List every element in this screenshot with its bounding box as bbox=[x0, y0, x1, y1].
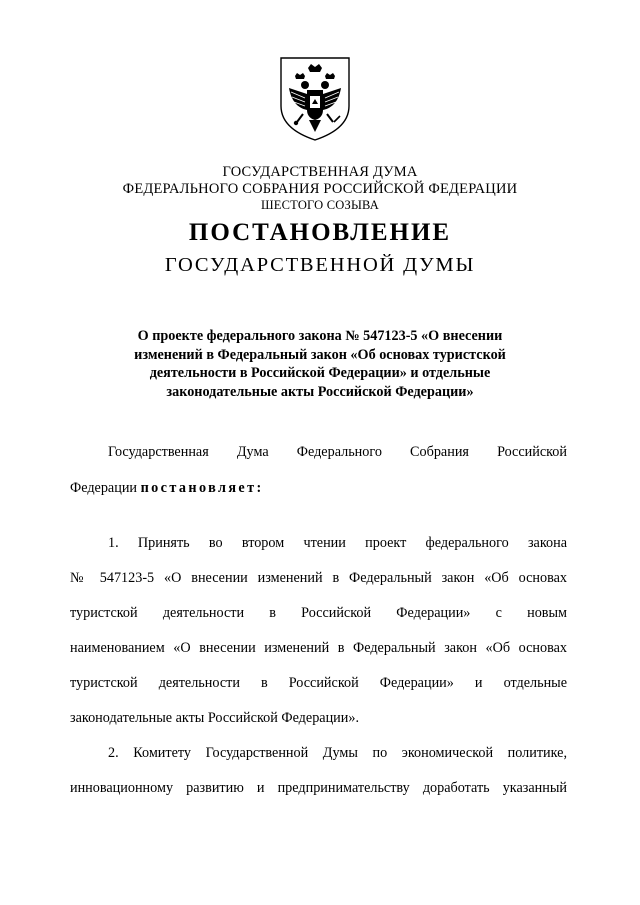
header-line-3: ШЕСТОГО СОЗЫВА bbox=[260, 198, 380, 212]
paragraph-1-line-3: туристской деятельности в Российской Федерации» с новым bbox=[70, 605, 567, 621]
header-line-2: ФЕДЕРАЛЬНОГО СОБРАНИЯ РОССИЙСКОЙ ФЕДЕРАЦИИ bbox=[122, 181, 518, 197]
subject-line-1: О проекте федерального закона № 547123-5 «О внесении bbox=[137, 328, 503, 344]
paragraph-1-line-2: № 547123-5 «О внесении изменений в Федеральный закон «Об основах bbox=[70, 570, 567, 586]
paragraph-1-line-4: наименованием «О внесении изменений в Федеральный закон «Об основах bbox=[70, 640, 567, 656]
subject-line-3: деятельности в Российской Федерации» и отдельные bbox=[149, 365, 491, 381]
paragraph-1-line-6: законодательные акты Российской Федерации». bbox=[70, 710, 359, 726]
preamble-prefix: Федерации bbox=[70, 480, 141, 496]
preamble-line-2 bbox=[70, 478, 567, 498]
paragraph-1-line-1: 1. Принять во втором чтении проект федерального закона bbox=[108, 535, 567, 551]
paragraph-1-line-5: туристской деятельности в Российской Федерации» и отдельные bbox=[70, 675, 567, 691]
preamble-line-1: Государственная Дума Федерального Собрания Российской bbox=[108, 444, 567, 460]
header-line-1: ГОСУДАРСТВЕННАЯ ДУМА bbox=[222, 164, 418, 180]
resolves-word: постановляет: bbox=[140, 480, 264, 496]
paragraph-2-line-1: 2. Комитету Государственной Думы по экономической политике, bbox=[108, 745, 567, 761]
document-title: ПОСТАНОВЛЕНИЕ bbox=[188, 219, 452, 246]
subject-line-2: изменений в Федеральный закон «Об основах туристской bbox=[134, 347, 506, 363]
document-subtitle: ГОСУДАРСТВЕННОЙ ДУМЫ bbox=[164, 254, 476, 276]
russian-coat-of-arms-icon bbox=[277, 54, 353, 142]
subject-line-4: законодательные акты Российской Федерации» bbox=[166, 384, 474, 400]
paragraph-2-line-2: инновационному развитию и предпринимательству доработать указанный bbox=[70, 780, 567, 796]
